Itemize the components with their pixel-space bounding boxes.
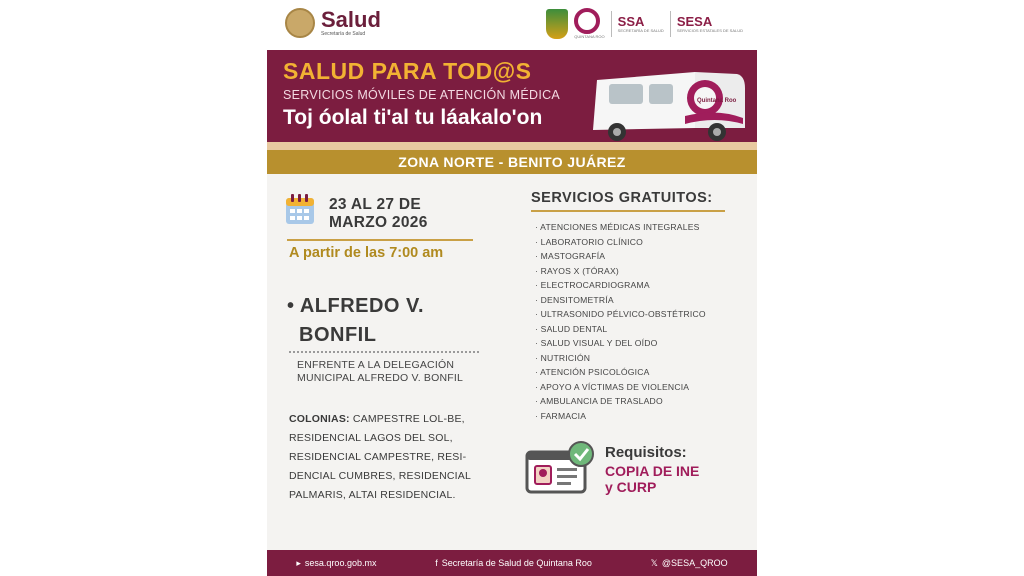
service-item: · SALUD DENTAL — [535, 323, 608, 334]
event-place-detail: ENFRENTE A LA DELEGACIÓN MUNICIPAL ALFREDO V. BONFIL — [297, 359, 464, 384]
header — [267, 0, 757, 50]
quintana-roo-q-logo-icon — [574, 8, 600, 34]
service-item: · NUTRICIÓN — [535, 352, 591, 363]
footer-x-text: @SESA_QROO — [661, 558, 728, 568]
services-title: SERVICIOS GRATUITOS: — [531, 190, 713, 206]
id-card-check-icon — [525, 440, 597, 498]
service-item: · FARMACIA — [535, 410, 587, 421]
title-banner — [267, 50, 757, 142]
service-item: · APOYO A VÍCTIMAS DE VIOLENCIA — [535, 381, 690, 392]
service-item: · ATENCIÓN PSICOLÓGICA — [535, 367, 650, 377]
service-item: · RAYOS X (TÓRAX) — [535, 265, 619, 276]
logo-divider — [670, 11, 671, 37]
van-label: Quintana Roo — [697, 98, 737, 104]
campaign-subtitle: SERVICIOS MÓVILES DE ATENCIÓN MÉDICA — [283, 88, 561, 102]
service-item: · AMBULANCIA DE TRASLADO — [535, 396, 663, 406]
sesa-subtitle: SERVICIOS ESTATALES DE SALUD — [676, 27, 743, 33]
colonias-text: CAMPESTRE LOL-BE, RESIDENCIAL LAGOS DEL SOL, RESIDENCIAL CAMPESTRE, RESI-DENCIAL CUMBRES, RESIDENCIAL PALMARIS, ALTAI RESIDENCIAL. — [289, 413, 471, 501]
divider — [531, 210, 725, 212]
brand-subtitle: Secretaría de Salud — [321, 31, 366, 37]
brand-name: Salud — [321, 7, 381, 32]
service-item: · LABORATORIO CLÍNICO — [535, 236, 643, 247]
event-place-line2: BONFIL — [299, 324, 377, 346]
salud-logo — [285, 8, 381, 38]
service-item: · ATENCIONES MÉDICAS INTEGRALES — [535, 222, 700, 232]
banner-stripe — [267, 142, 757, 150]
campaign-title: SALUD PARA TOD@S — [283, 58, 532, 84]
event-place-line1: • ALFREDO V. — [287, 295, 425, 317]
service-item: · MASTOGRAFÍA — [535, 251, 606, 261]
requirements-text — [605, 463, 699, 495]
dotted-divider — [289, 351, 479, 353]
footer — [267, 550, 757, 576]
colonias-label: COLONIAS: — [289, 413, 350, 425]
facebook-icon: f — [435, 558, 438, 568]
requirements-line2: y CURP — [605, 479, 657, 495]
footer-web-text: sesa.qroo.gob.mx — [304, 558, 377, 568]
calendar-icon — [285, 193, 315, 225]
footer-facebook-text: Secretaría de Salud de Quintana Roo — [441, 558, 592, 568]
logo-divider — [611, 11, 612, 37]
event-hour: A partir de las 7:00 am — [289, 245, 444, 261]
footer-x[interactable] — [651, 558, 728, 569]
mexico-seal-icon — [285, 8, 315, 38]
services-list — [535, 220, 706, 423]
x-icon: 𝕏 — [650, 557, 658, 568]
footer-web[interactable] — [296, 558, 376, 569]
service-item: · ULTRASONIDO PÉLVICO-OBSTÉTRICO — [535, 309, 706, 319]
zone-bar: ZONA NORTE - BENITO JUÁREZ — [267, 150, 757, 174]
ssa-subtitle: SECRETARÍA DE SALUD — [617, 27, 664, 33]
quintana-roo-shield-icon — [546, 9, 568, 39]
sesa-logo: SESA — [676, 13, 713, 29]
institution-logos — [546, 8, 743, 39]
event-date-line1: 23 AL 27 DE — [329, 196, 422, 213]
requirements-line1: COPIA DE INE — [605, 463, 700, 479]
footer-facebook[interactable] — [435, 558, 592, 568]
event-place — [287, 292, 424, 350]
service-item: · ELECTROCARDIOGRAMA — [535, 280, 650, 290]
ssa-logo: SSA — [617, 13, 645, 29]
mobile-clinic-van-icon — [587, 58, 747, 144]
campaign-maya-slogan: Toj óolal ti'al tu láakalo'on — [283, 106, 543, 129]
service-item: · SALUD VISUAL Y DEL OÍDO — [535, 338, 658, 348]
event-date-line2: MARZO 2026 — [329, 214, 428, 231]
divider — [287, 239, 473, 241]
service-item: · DENSITOMETRÍA — [535, 294, 614, 305]
qroo-label: QUINTANA ROO — [574, 34, 605, 39]
event-date — [329, 196, 428, 232]
web-arrow-icon: ▸ — [296, 557, 301, 568]
poster — [267, 0, 757, 576]
requirements-title: Requisitos: — [605, 444, 687, 461]
colonias-list — [289, 410, 499, 505]
